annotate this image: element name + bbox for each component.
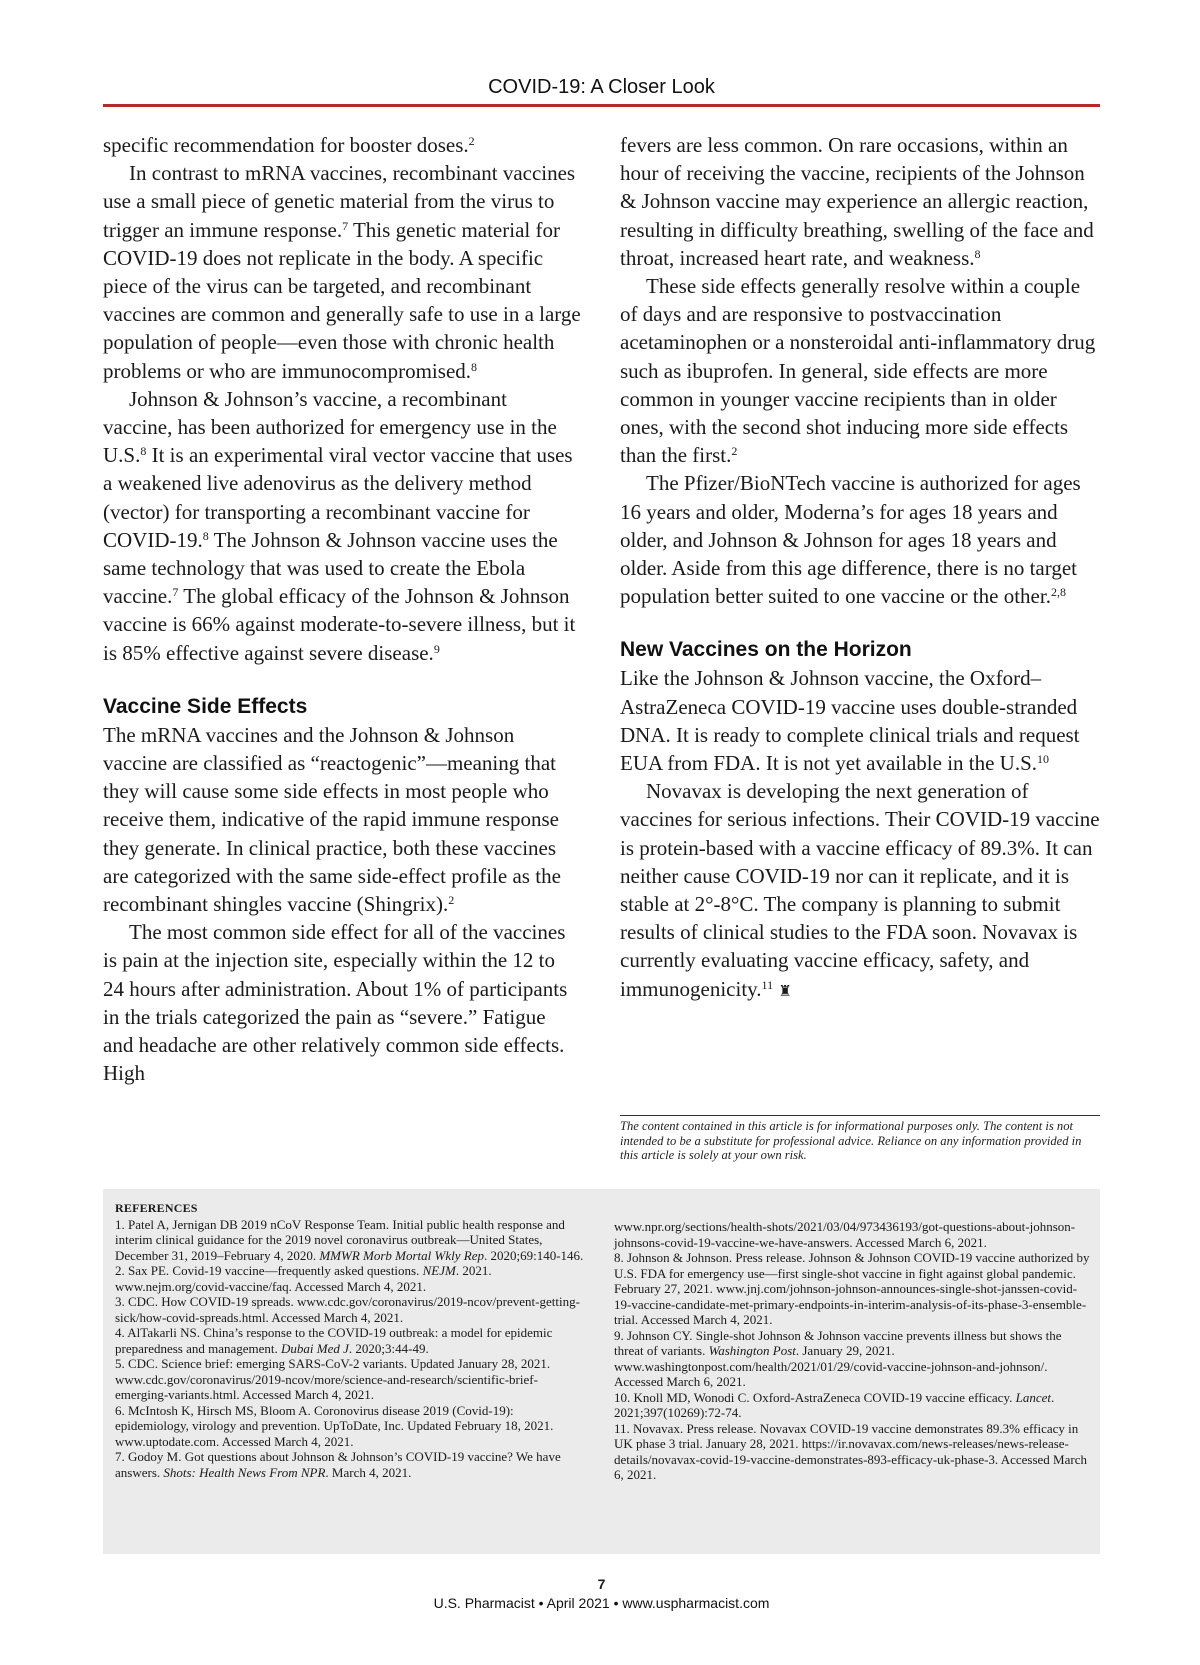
reference-item: 8. Johnson & Johnson. Press release. Johnson & Johnson COVID-19 vaccine authorized by U.S. FDA for emergency use—first single-shot vaccine in fight against global pandemic. February 27, 2021. www.jnj.com/johnson-johnson-announces-single-shot-janssen-covid-19-vaccine-candidate-met-primary-endpoints-in-interim-analysis-of-its-phase-3-ensemble-trial. Accessed March 4, 2021. xyxy=(614,1250,1090,1327)
running-footer: U.S. Pharmacist • April 2021 • www.uspharmacist.com xyxy=(433,1595,770,1611)
reference-item: 7. Godoy M. Got questions about Johnson & Johnson’s COVID-19 vaccine? We have answers. Shots: Health News From NPR. March 4, 2021. xyxy=(115,1449,561,1480)
section-heading-new-vaccines: New Vaccines on the Horizon xyxy=(620,638,912,662)
paragraph: The Pfizer/BioNTech vaccine is authorized for ages 16 years and older, Moderna’s for ages 18 years and older, and Johnson & Johnson for ages 18 years and older. Aside from this age difference, there is no target population better suited to one vaccine or the other.$^{2,8}$ xyxy=(620,471,1081,609)
paragraph: fevers are less common. On rare occasions, within an hour of receiving the vaccine, recipients of the Johnson & Johnson vaccine may experience an allergic reaction, resulting in difficulty breathing, swelling of the face and throat, increased heart rate, and weakness.$^8$ xyxy=(620,133,1094,270)
reference-item: 5. CDC. Science brief: emerging SARS-CoV-2 variants. Updated January 28, 2021. www.cdc.gov/coronavirus/2019-ncov/more/science-and-research/scientific-brief-emerging-variants.html. Accessed March 4, 2021. xyxy=(115,1356,551,1402)
section-heading-side-effects: Vaccine Side Effects xyxy=(103,694,308,718)
reference-item: 4. AlTakarli NS. China’s response to the COVID-19 outbreak: a model for epidemic preparedness and management. Dubai Med J. 2020;3:44-49. xyxy=(115,1325,553,1356)
end-of-article-icon: ♜ xyxy=(778,983,792,1000)
reference-item: www.npr.org/sections/health-shots/2021/03/04/973436193/got-questions-about-johnson-johnsons-covid-19-vaccine-we-have-answers. Accessed March 6, 2021. xyxy=(614,1219,1076,1250)
reference-item: 11. Novavax. Press release. Novavax COVID-19 vaccine demonstrates 89.3% efficacy in UK phase 3 trial. January 28, 2021. https://ir.novavax.com/news-releases/news-release-details/novavax-covid-19-vaccine-demonstrates-893-efficacy-uk-phase-3. Accessed March 6, 2021. xyxy=(614,1420,1087,1482)
disclaimer: The content contained in this article is for informational purposes only. The content is not intended to be a substitute for professional advice. Reliance on any information provided in this article is solely at your own risk. xyxy=(620,1115,1100,1163)
right-column xyxy=(620,131,1100,1006)
left-column xyxy=(103,131,581,1088)
paragraph: Johnson & Johnson’s vaccine, a recombinant vaccine, has been authorized for emergency use in the U.S.$^8$ It is an experimental viral vector vaccine that uses a weakened live adenovirus as the delivery method (vector) for transporting a recombinant vaccine for COVID-19.$^8$ The Johnson & Johnson vaccine uses the same technology that was used to create the Ebola vaccine.$^7$ The global efficacy of the Johnson & Johnson vaccine is 66% against moderate-to-severe illness, but it is 85% effective against severe disease.$^9$ xyxy=(103,386,576,665)
reference-item: 6. McIntosh K, Hirsch MS, Bloom A. Coronovirus disease 2019 (Covid-19): epidemiology, virology and prevention. UpToDate, Inc. Updated February 18, 2021. www.uptodate.com. Accessed March 4, 2021. xyxy=(115,1402,554,1449)
paragraph: The mRNA vaccines and the Johnson & Johnson vaccine are classified as “reactogenic”—meaning that they will cause some side effects in most people who receive them, indicative of the rapid immune response they generate. In clinical practice, both these vaccines are categorized with the same side-effect profile as the recombinant shingles vaccine (Shingrix).$^2$ xyxy=(103,722,561,917)
paragraph: Like the Johnson & Johnson vaccine, the Oxford–AstraZeneca COVID-19 vaccine uses double-stranded DNA. It is ready to complete clinical trials and request EUA from FDA. It is not yet available in the U.S.$^{10}$ xyxy=(620,666,1080,776)
reference-item: 2. Sax PE. Covid-19 vaccine—frequently asked questions. NEJM. 2021. www.nejm.org/covid-vaccine/faq. Accessed March 4, 2021. xyxy=(115,1263,492,1294)
reference-item: 9. Johnson CY. Single-shot Johnson & Johnson vaccine prevents illness but shows the threat of variants. Washington Post. January 29, 2021. www.washingtonpost.com/health/2021/01/29/covid-vaccine-johnson-and-johnson/. Accessed March 6, 2021. xyxy=(614,1327,1062,1389)
reference-item: 10. Knoll MD, Wonodi C. Oxford-AstraZeneca COVID-19 vaccine efficacy. Lancet. 2021;397(10269):72-74. xyxy=(614,1389,1055,1420)
references-column-right xyxy=(614,1219,1092,1483)
references-heading: REFERENCES xyxy=(115,1201,198,1215)
paragraph: In contrast to mRNA vaccines, recombinant vaccines use a small piece of genetic material from the virus to trigger an immune response.$^7$ This genetic material for COVID-19 does not replicate in the body. A specific piece of the virus can be targeted, and recombinant vaccines are common and generally safe to use in a large population of people—even those with chronic health problems or who are immunocompromised.$^8$ xyxy=(103,161,581,383)
references-column-left xyxy=(115,1201,590,1480)
paragraph: These side effects generally resolve within a couple of days and are responsive to postvaccination acetaminophen or a nonsteroidal anti-inflammatory drug such as ibuprofen. In general, side effects are more common in younger vaccine recipients than in older ones, with the second shot inducing more side effects than the first.$^2$ xyxy=(620,274,1096,468)
references-box xyxy=(103,1189,1100,1554)
paragraph: Novavax is developing the next generation of vaccines for serious infections. Their COVID-19 vaccine is protein-based with a vaccine efficacy of 89.3%. It can neither cause COVID-19 nor can it replicate, and it is stable at 2°-8°C. The company is planning to submit results of clinical studies to the FDA soon. Novavax is currently evaluating vaccine efficacy, safety, and immunogenicity.$^{11}$ ♜ xyxy=(620,779,1100,1001)
page-number: 7 xyxy=(597,1576,606,1592)
reference-item: 3. CDC. How COVID-19 spreads. www.cdc.gov/coronavirus/2019-ncov/prevent-getting-sick/how-covid-spreads.html. Accessed March 4, 2021. xyxy=(115,1294,580,1325)
paragraph: specific recommendation for booster doses.$^2$ xyxy=(103,133,475,157)
header-rule xyxy=(103,104,1100,107)
running-header: COVID-19: A Closer Look xyxy=(488,76,715,98)
reference-item: 1. Patel A, Jernigan DB 2019 nCoV Response Team. Initial public health response and interim clinical guidance for the 2019 novel coronavirus outbreak—United States, December 31, 2019–February 4, 2020. MMWR Morb Mortal Wkly Rep. 2020;69:140-146. xyxy=(115,1216,584,1263)
paragraph: The most common side effect for all of the vaccines is pain at the injection site, especially within the 12 to 24 hours after administration. About 1% of participants in the trials categorized the pain as “severe.” Fatigue and headache are other relatively common side effects. High xyxy=(103,920,568,1086)
